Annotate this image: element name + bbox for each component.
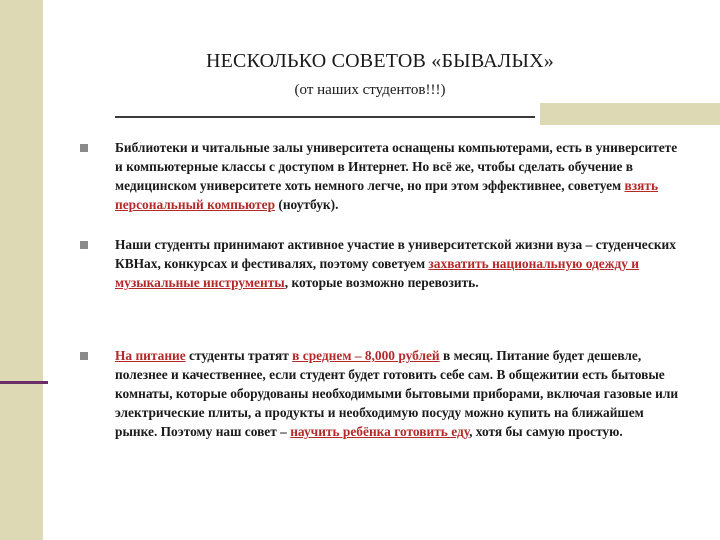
text-run: , хотя бы самую простую. bbox=[469, 424, 623, 439]
text-run: в месяц. Питание будет дешевле, полезнее и качественнее, если студент будет готовить себе сам. В общежитии есть бытовые комнаты, которые оборудованы необходимыми бытовыми приборами, включая газовые или электрические плиты, а продукты и необходимую посуду можно купить на ближайшем рынке. Поэтому наш совет – bbox=[115, 348, 679, 439]
text-run: , которые возможно перевозить. bbox=[284, 275, 479, 290]
highlight-text: в среднем – 8,000 рублей bbox=[292, 348, 440, 363]
page-subtitle: (от наших студентов!!!) bbox=[294, 82, 446, 98]
header-rule bbox=[115, 116, 535, 118]
highlight-text: На питание bbox=[115, 348, 186, 363]
text-run: студенты тратят bbox=[185, 348, 293, 363]
bullet-text bbox=[115, 138, 681, 214]
text-run: Библиотеки и читальные залы университета оснащены компьютерами, есть в университете и компьютерные классы с доступом в Интернет. Но всё же, чтобы сделать обучение в медицинском университете хоть немного легче, но при этом эффективнее, советуем bbox=[115, 140, 678, 193]
header-decorative-box bbox=[540, 103, 720, 125]
left-decorative-bar bbox=[0, 0, 43, 540]
highlight-text: взять персональный компьютер bbox=[115, 178, 659, 212]
bullet-text bbox=[115, 235, 681, 292]
page-title: НЕСКОЛЬКО СОВЕТОВ «БЫВАЛЫХ» bbox=[206, 50, 554, 72]
highlight-text: захватить национальную одежду и музыкальные инструменты bbox=[115, 256, 639, 290]
bullet-marker-icon bbox=[80, 144, 88, 152]
text-run: (ноутбук). bbox=[275, 197, 339, 212]
bullet-marker-icon bbox=[80, 352, 88, 360]
bullet-text bbox=[115, 346, 681, 441]
text-run: Наши студенты принимают активное участие в университетской жизни вуза – студенческих КВНах, конкурсах и фестивалях, поэтому советуем bbox=[115, 237, 676, 271]
bullet-marker-icon bbox=[80, 241, 88, 249]
highlight-text: научить ребёнка готовить еду bbox=[290, 424, 470, 439]
left-divider-line bbox=[0, 381, 48, 384]
